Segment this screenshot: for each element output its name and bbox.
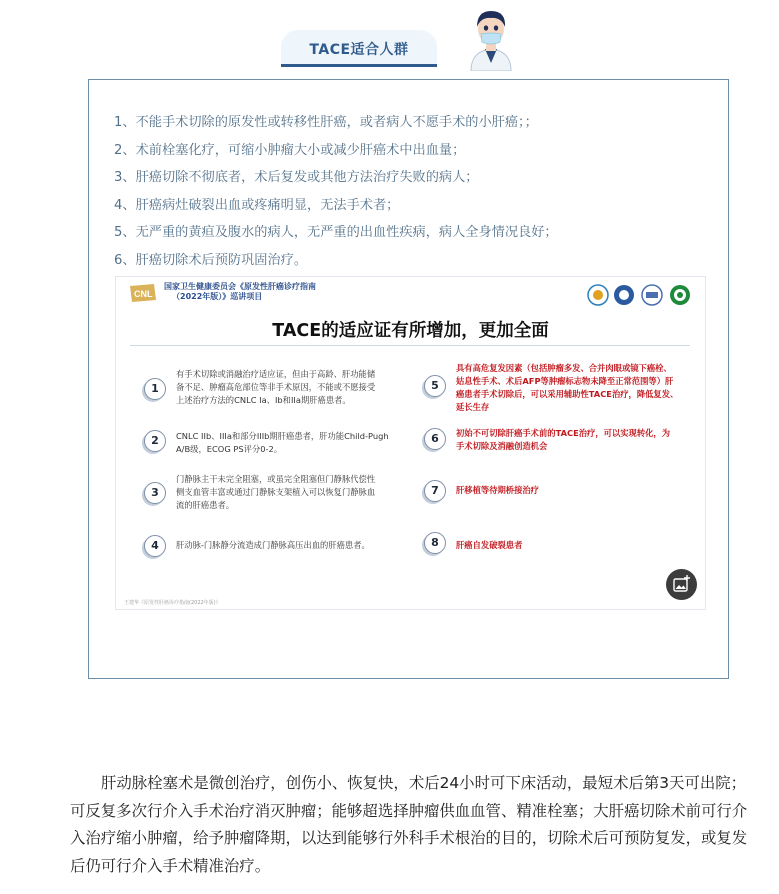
text-line: 手术切除及消融创造机会 (456, 441, 548, 451)
slide-item-text (176, 368, 375, 407)
slide-organization (164, 282, 316, 302)
slide-title: TACE的适应证有所增加，更加全面 (272, 321, 549, 341)
item-number-badge: 7 (424, 480, 446, 502)
slide-image (116, 277, 705, 609)
list-item: 6、肝癌切除术后预防巩固治疗。 (114, 252, 308, 268)
text-line: 流的肝癌患者。 (176, 500, 235, 510)
text-line: 上述治疗方法的CNLC Ia、Ib和IIa期肝癌患者。 (176, 395, 351, 405)
item-number-badge: 5 (424, 375, 446, 397)
item-number-badge: 3 (144, 482, 166, 504)
cnl-logo-icon (128, 282, 158, 304)
slide-item-text (176, 473, 375, 512)
indication-list (114, 113, 714, 278)
slide-org-line: （2022年版）》巡讲项目 (172, 292, 263, 301)
slide-item-text (456, 539, 522, 552)
slide-footer: 王建华《原发性肝癌诊疗指南(2022年版)》 (124, 600, 221, 606)
emblems-icon (586, 283, 696, 307)
section-header-tab (281, 30, 437, 70)
list-item: 1、不能手术切除的原发性或转移性肝癌，或者病人不愿手术的小肝癌；； (114, 115, 538, 130)
list-item: 3、肝癌切除不彻底者，术后复发或其他方法治疗失败的病人； (114, 170, 479, 185)
item-number-badge: 6 (424, 428, 446, 450)
item-number-badge: 1 (144, 378, 166, 400)
text-line: 备不足、肿瘤高危部位等非手术原因，不能或不愿接受 (176, 382, 376, 392)
slide-item-text (456, 484, 539, 497)
text-line: 肝动脉-门脉静分流造成门静脉高压出血的肝癌患者。 (176, 540, 370, 550)
slide-item-text (176, 539, 370, 552)
paragraph-text: 肝动脉栓塞术是微创治疗，创伤小、恢复快，术后24小时可下床活动，最短术后第3天可出院；可反复多次行介入手术治疗消灭肿瘤；能够超选择肿瘤供血血管、精准栓塞；大肝癌切除术前可行介入治疗缩小肿瘤，给予肿瘤降期，以达到能够行外科手术根治的目的，切除术后可预防复发，或复发后仍可行介入手术精准治疗。 (70, 774, 748, 875)
text-line: CNLC IIb、IIIa和部分IIIb期肝癌患者，肝功能Child-Pugh (176, 431, 389, 441)
text-line: 肝移植等待期桥接治疗 (456, 485, 539, 495)
slide-item-text (456, 362, 678, 414)
image-add-icon (666, 569, 697, 600)
slide-item-text (176, 430, 389, 456)
list-item: 5、无严重的黄疸及腹水的病人，无严重的出血性疾病，病人全身情况良好； (114, 225, 558, 240)
text-line: 门静脉主干未完全阻塞，或虽完全阻塞但门静脉代偿性 (176, 474, 376, 484)
text-line: A/B级，ECOG PS评分0-2。 (176, 444, 283, 454)
item-number-badge: 8 (424, 532, 446, 554)
slide-org-line: 国家卫生健康委员会《原发性肝癌诊疗指南 (164, 282, 316, 291)
list-item: 2、术前栓塞化疗，可缩小肿瘤大小或减少肝癌术中出血量； (114, 142, 466, 158)
divider (130, 345, 690, 346)
list-item: 4、肝癌病灶破裂出血或疼痛明显，无法手术者； (114, 197, 400, 213)
text-line: 侧支血管丰富或通过门静脉支架植入可以恢复门静脉血 (176, 487, 376, 497)
doctor-avatar-icon (467, 5, 515, 71)
body-paragraph (70, 770, 750, 880)
item-number-badge: 2 (144, 430, 166, 452)
text-line: 初始不可切除肝癌手术前的TACE治疗，可以实现转化，为 (456, 428, 671, 438)
svg-text:CNL: CNL (134, 289, 153, 299)
text-line: 有手术切除或消融治疗适应证，但由于高龄、肝功能储 (176, 369, 376, 379)
item-number-badge: 4 (144, 535, 166, 557)
text-line: 肝癌自发破裂患者 (456, 540, 523, 550)
text-line: 具有高危复发因素（包括肿瘤多发、合并肉眼或镜下癌栓、 (456, 363, 672, 373)
section-title: TACE适合人群 (309, 42, 409, 58)
text-line: 癌患者手术切除后，可以采用辅助性TACE治疗，降低复发、 (456, 389, 679, 399)
image-action-button[interactable] (666, 569, 697, 600)
text-line: 姑息性手术、术后AFP等肿瘤标志物未降至正常范围等）肝 (456, 376, 674, 386)
slide-item-text (456, 427, 670, 453)
text-line: 延长生存 (456, 402, 490, 412)
